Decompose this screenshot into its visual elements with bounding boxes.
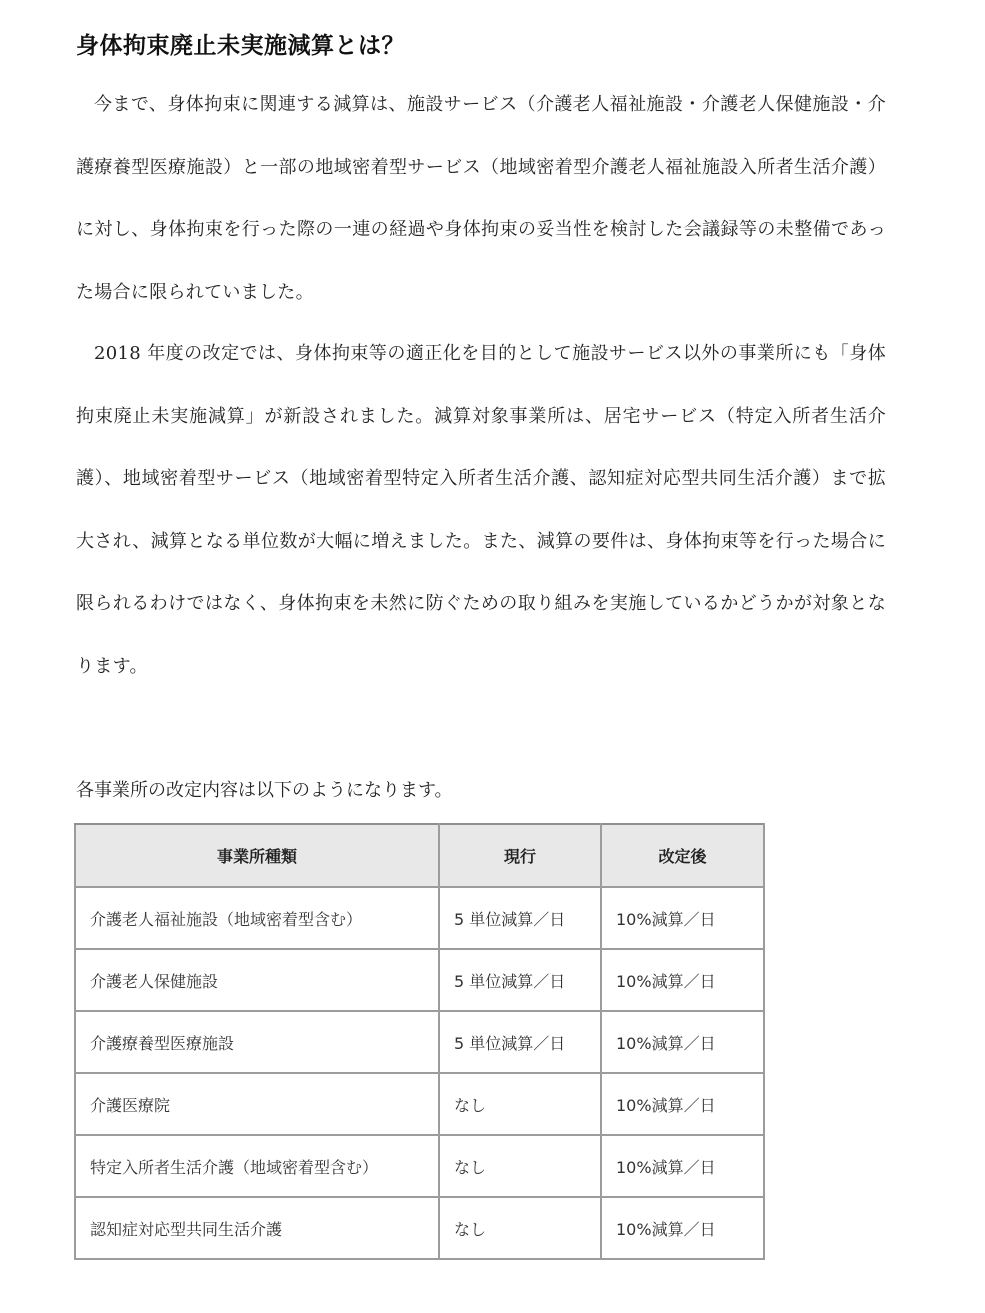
- header-current: 現行: [439, 824, 601, 887]
- cell-current: 5 単位減算／日: [439, 1011, 601, 1073]
- cell-current: なし: [439, 1073, 601, 1135]
- table-row: [75, 1011, 764, 1073]
- cell-revised: 10%減算／日: [601, 1073, 764, 1135]
- cell-facility-type: 認知症対応型共同生活介護: [75, 1197, 439, 1259]
- header-revised: 改定後: [601, 824, 764, 887]
- cell-facility-type: 介護医療院: [75, 1073, 439, 1135]
- cell-current: なし: [439, 1197, 601, 1259]
- cell-facility-type: 介護老人保健施設: [75, 949, 439, 1011]
- table-row: [75, 1135, 764, 1197]
- cell-facility-type: 特定入所者生活介護（地域密着型含む）: [75, 1135, 439, 1197]
- page-title: 身体拘束廃止未実施減算とは？: [76, 33, 405, 59]
- cell-facility-type: 介護老人福祉施設（地域密着型含む）: [75, 887, 439, 949]
- cell-current: 5 単位減算／日: [439, 949, 601, 1011]
- table-intro-text: 各事業所の改定内容は以下のようになります。: [76, 780, 453, 801]
- table-row: [75, 949, 764, 1011]
- body-paragraph-1: 今まで、身体拘束に関連する減算は、施設サービス（介護老人福祉施設・介護老人保健施設・介護療養型医療施設）と一部の地域密着型サービス（地域密着型介護老人福祉施設入所者生活介護）に対し、身体拘束を行った際の一連の経過や身体拘束の妥当性を検討した会議録等の未整備であった場合に限られていました。: [76, 94, 886, 303]
- header-facility-type: 事業所種類: [75, 824, 439, 887]
- cell-revised: 10%減算／日: [601, 949, 764, 1011]
- table-row: [75, 887, 764, 949]
- cell-revised: 10%減算／日: [601, 1011, 764, 1073]
- body-paragraph-2: 2018 年度の改定では、身体拘束等の適正化を目的として施設サービス以外の事業所にも「身体拘束廃止未実施減算」が新設されました。減算対象事業所は、居宅サービス（特定入所者生活介護）、地域密着型サービス（地域密着型特定入所者生活介護、認知症対応型共同生活介護）まで拡大され、減算となる単位数が大幅に増えました。また、減算の要件は、身体拘束等を行った場合に限られるわけではなく、身体拘束を未然に防ぐための取り組みを実施しているかどうかが対象となります。: [76, 343, 886, 677]
- revision-table: [74, 823, 765, 1260]
- cell-current: 5 単位減算／日: [439, 887, 601, 949]
- table-header-row: [75, 824, 764, 887]
- table-row: [75, 1073, 764, 1135]
- cell-facility-type: 介護療養型医療施設: [75, 1011, 439, 1073]
- cell-current: なし: [439, 1135, 601, 1197]
- cell-revised: 10%減算／日: [601, 1135, 764, 1197]
- cell-revised: 10%減算／日: [601, 887, 764, 949]
- table-row: [75, 1197, 764, 1259]
- cell-revised: 10%減算／日: [601, 1197, 764, 1259]
